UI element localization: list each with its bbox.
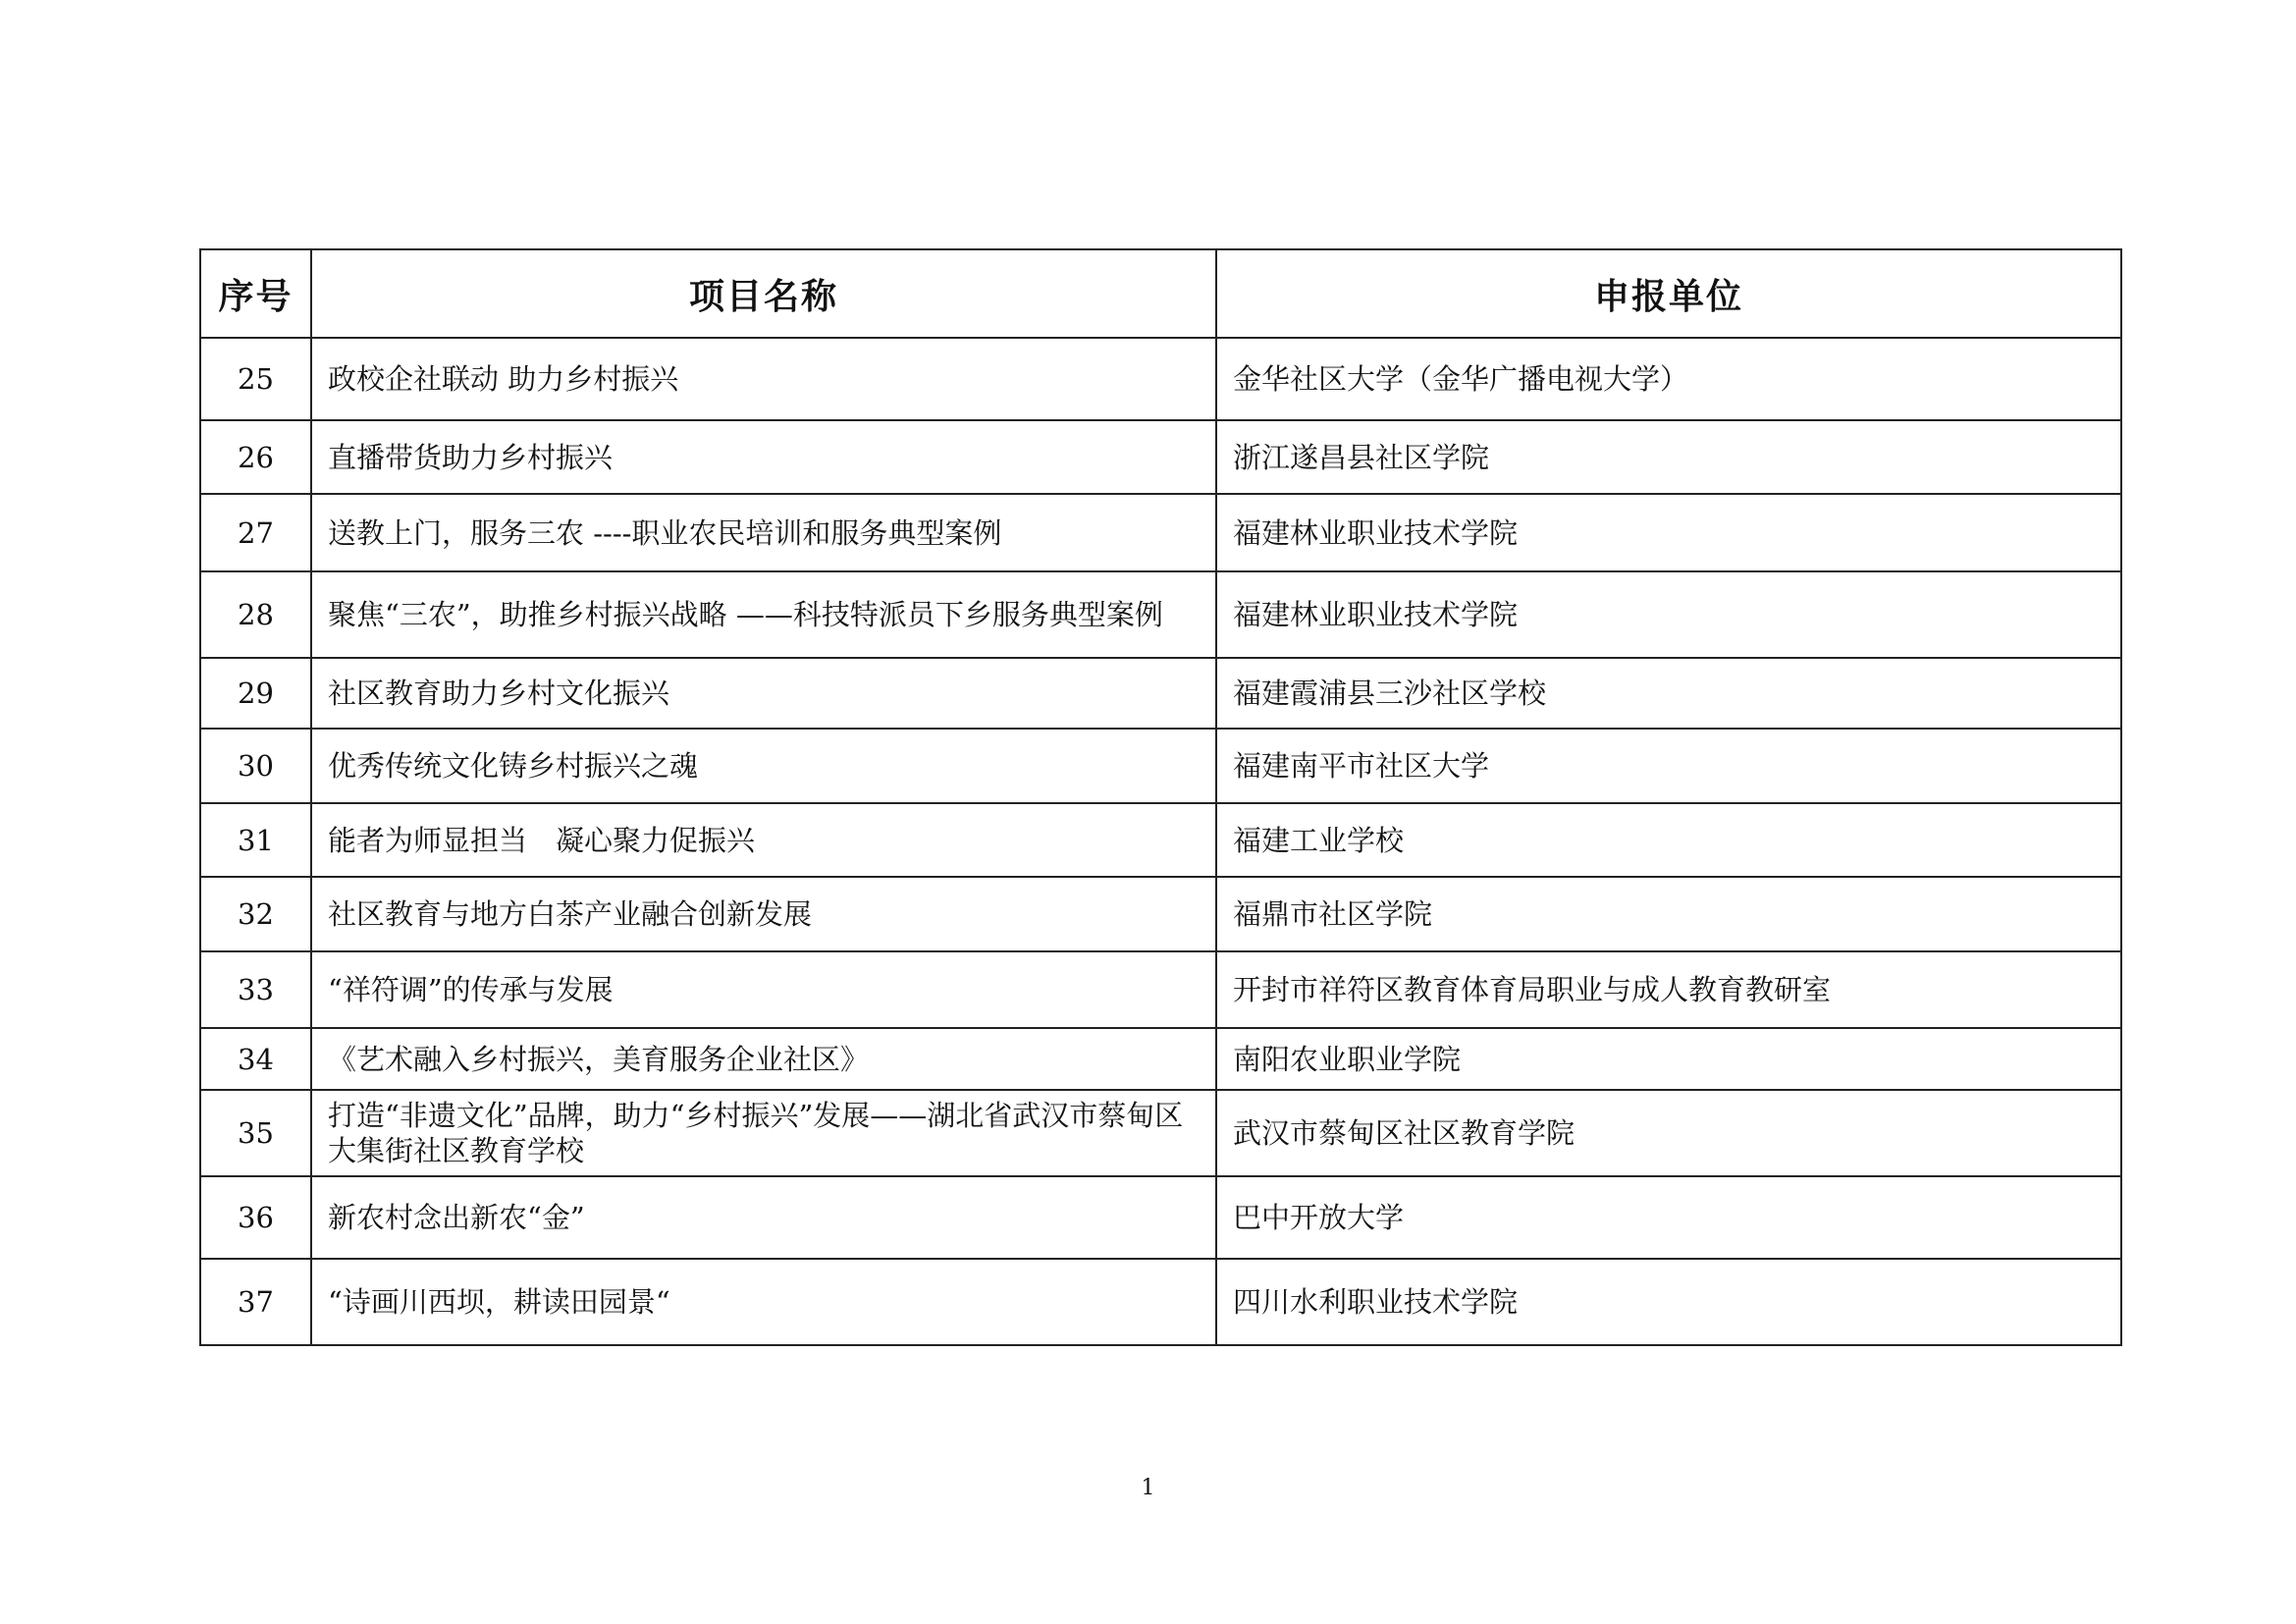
table-row (200, 420, 2121, 494)
row-applicant-unit: 福建林业职业技术学院 (1216, 571, 2121, 658)
row-project-name: “祥符调”的传承与发展 (311, 951, 1216, 1028)
row-project-name: 送教上门，服务三农 ----职业农民培训和服务典型案例 (311, 494, 1216, 571)
row-serial-number: 25 (200, 338, 311, 420)
row-serial-number: 35 (200, 1090, 311, 1176)
table-row (200, 1176, 2121, 1259)
page-number: 1 (1141, 1476, 1155, 1500)
row-applicant-unit: 福建霞浦县三沙社区学校 (1216, 658, 2121, 729)
row-project-name: 优秀传统文化铸乡村振兴之魂 (311, 729, 1216, 803)
row-applicant-unit: 四川水利职业技术学院 (1216, 1259, 2121, 1345)
row-project-name: 直播带货助力乡村振兴 (311, 420, 1216, 494)
row-project-name: 新农村念出新农“金” (311, 1176, 1216, 1259)
row-project-name: 政校企社联动 助力乡村振兴 (311, 338, 1216, 420)
header-serial-number: 序号 (200, 249, 311, 338)
row-applicant-unit: 武汉市蔡甸区社区教育学院 (1216, 1090, 2121, 1176)
table-row (200, 1090, 2121, 1176)
row-serial-number: 26 (200, 420, 311, 494)
row-applicant-unit: 福鼎市社区学院 (1216, 877, 2121, 951)
row-applicant-unit: 金华社区大学（金华广播电视大学） (1216, 338, 2121, 420)
row-serial-number: 34 (200, 1028, 311, 1090)
row-serial-number: 30 (200, 729, 311, 803)
row-project-name: 聚焦“三农”，助推乡村振兴战略 ——科技特派员下乡服务典型案例 (311, 571, 1216, 658)
row-applicant-unit: 南阳农业职业学院 (1216, 1028, 2121, 1090)
header-project-name: 项目名称 (311, 249, 1216, 338)
table-row (200, 1028, 2121, 1090)
table-row (200, 803, 2121, 877)
table-row (200, 729, 2121, 803)
row-serial-number: 32 (200, 877, 311, 951)
table-header-row (200, 249, 2121, 338)
row-serial-number: 33 (200, 951, 311, 1028)
row-applicant-unit: 福建林业职业技术学院 (1216, 494, 2121, 571)
table-row (200, 951, 2121, 1028)
row-applicant-unit: 浙江遂昌县社区学院 (1216, 420, 2121, 494)
row-project-name: 能者为师显担当 凝心聚力促振兴 (311, 803, 1216, 877)
row-applicant-unit: 巴中开放大学 (1216, 1176, 2121, 1259)
project-table (199, 248, 2122, 1346)
table-row (200, 571, 2121, 658)
row-serial-number: 27 (200, 494, 311, 571)
table-row (200, 338, 2121, 420)
row-serial-number: 29 (200, 658, 311, 729)
row-serial-number: 28 (200, 571, 311, 658)
table-row (200, 1259, 2121, 1345)
row-applicant-unit: 开封市祥符区教育体育局职业与成人教育教研室 (1216, 951, 2121, 1028)
row-project-name: “诗画川西坝，耕读田园景“ (311, 1259, 1216, 1345)
table-body (200, 338, 2121, 1345)
table-row (200, 658, 2121, 729)
row-serial-number: 37 (200, 1259, 311, 1345)
row-project-name: 社区教育助力乡村文化振兴 (311, 658, 1216, 729)
row-serial-number: 31 (200, 803, 311, 877)
table-row (200, 494, 2121, 571)
row-project-name: 《艺术融入乡村振兴，美育服务企业社区》 (311, 1028, 1216, 1090)
row-project-name: 社区教育与地方白茶产业融合创新发展 (311, 877, 1216, 951)
header-applicant-unit: 申报单位 (1216, 249, 2121, 338)
row-project-name: 打造“非遗文化”品牌，助力“乡村振兴”发展——湖北省武汉市蔡甸区大集街社区教育学校 (311, 1090, 1216, 1176)
row-applicant-unit: 福建南平市社区大学 (1216, 729, 2121, 803)
table-row (200, 877, 2121, 951)
row-serial-number: 36 (200, 1176, 311, 1259)
row-applicant-unit: 福建工业学校 (1216, 803, 2121, 877)
